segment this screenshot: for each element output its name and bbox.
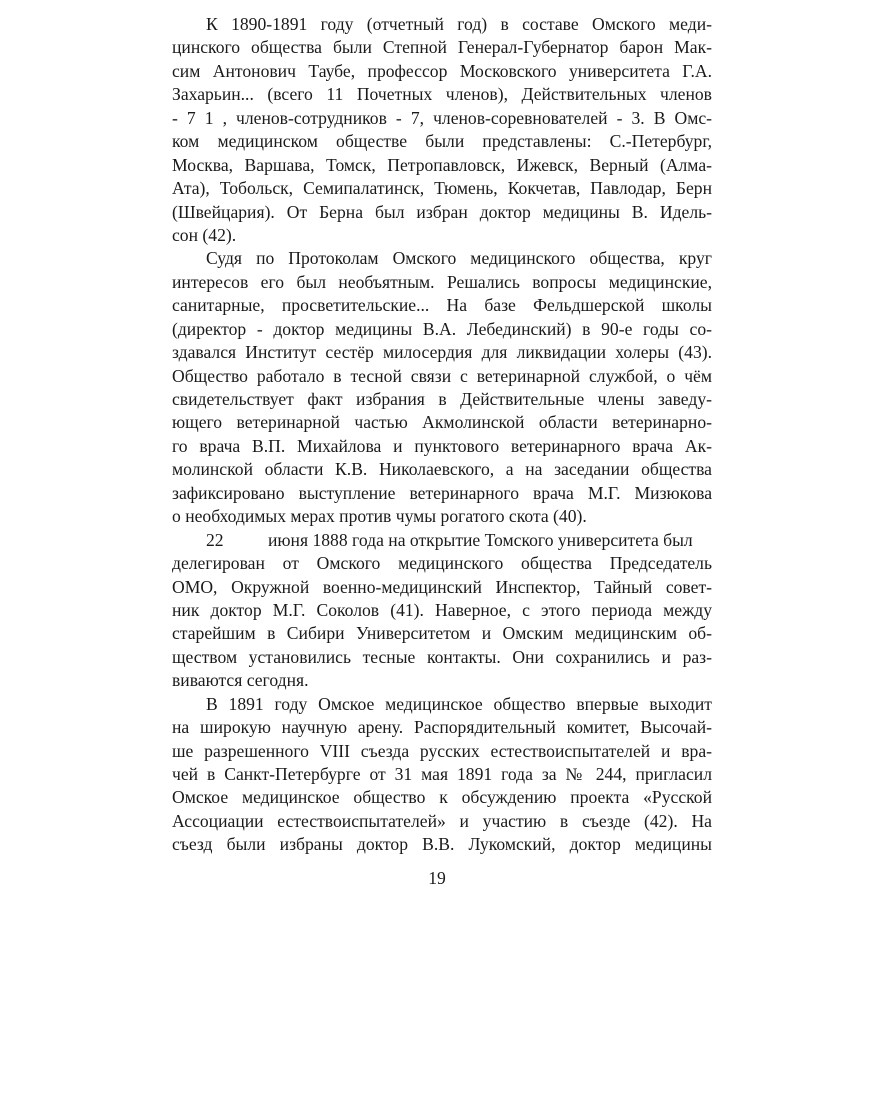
date-day: 22 — [206, 529, 224, 550]
paragraph-3 — [172, 529, 712, 693]
text-line: ОМО, Окружной военно-медицинский Инспектор, Тайный совет- — [172, 576, 712, 597]
body-text — [172, 13, 712, 857]
text-line: на широкую научную арену. Распорядительный комитет, Высочай- — [172, 717, 712, 738]
text-line: В 1891 году Омское медицинское общество впервые выходит — [206, 693, 712, 714]
page-number: 19 — [428, 868, 446, 888]
text-line: (Швейцария). От Берна был избран доктор медицины В. Идель- — [172, 201, 712, 222]
paragraph-4 — [172, 693, 712, 857]
text-line: Омское медицинское общество к обсуждению проекта «Русской — [172, 787, 712, 808]
text-line: сон (42). — [172, 224, 237, 245]
text-line: ющего ветеринарной частью Акмолинской области ветеринарно- — [172, 412, 712, 433]
paragraph-2 — [172, 247, 712, 528]
text-line: го врача В.П. Михайлова и пунктового ветеринарного врача Ак- — [172, 435, 712, 456]
text-line: свидетельствует факт избрания в Действительные члены заведу- — [172, 389, 712, 409]
paragraph-1 — [172, 13, 712, 247]
text-line — [172, 529, 742, 552]
text-line: съезд были избраны доктор В.В. Лукомский, доктор медицины — [172, 834, 712, 855]
text-line: ществом установились тесные контакты. Они сохранились и раз- — [172, 646, 712, 667]
text-line: интересов его был необъятным. Решались вопросы медицинские, — [172, 271, 712, 292]
text-line: Захарьин... (всего 11 Почетных членов), Действительных членов — [172, 84, 712, 105]
text-line: санитарные, просветительские... На базе Фельдшерской школы — [172, 295, 712, 316]
text-line: делегирован от Омского медицинского общества Председатель — [172, 553, 712, 574]
text-line: старейшим в Сибири Университетом и Омским медицинским об- — [172, 623, 712, 644]
text-line: виваются сегодня. — [172, 670, 309, 691]
text-line: Москва, Варшава, Томск, Петропавловск, Ижевск, Верный (Алма- — [172, 154, 712, 175]
text-line: - 7 1 , членов-сотрудников - 7, членов-соревнователей - 3. В Омс- — [172, 107, 712, 128]
text-line: ком медицинском обществе были представлены: С.-Петербург, — [172, 131, 712, 152]
text-line: Судя по Протоколам Омского медицинского общества, круг — [206, 248, 712, 269]
text-line: здавался Институт сестёр милосердия для ликвидации холеры (43). — [172, 342, 712, 363]
text-line: Ата), Тобольск, Семипалатинск, Тюмень, Кокчетав, Павлодар, Берн — [172, 178, 712, 199]
text-line: цинского общества были Степной Генерал-Губернатор барон Мак- — [172, 37, 712, 58]
text-line: молинской области К.В. Николаевского, а на заседании общества — [172, 459, 712, 480]
text-line: Общество работало в тесной связи с ветеринарной службой, о чём — [172, 365, 712, 386]
text-line: Ассоциации естествоиспытателей» и участию в съезде (42). На — [172, 810, 712, 831]
text-line: ше разрешенного VIII съезда русских естествоиспытателей и вра- — [172, 740, 712, 761]
text-line: (директор - доктор медицины В.А. Лебединский) в 90-е годы со- — [172, 318, 712, 339]
text-line-rest: июня 1888 года на открытие Томского университета был — [268, 529, 693, 550]
text-line: о необходимых мерах против чумы рогатого скота (40). — [172, 506, 587, 527]
text-line: ник доктор М.Г. Соколов (41). Наверное, с этого периода между — [172, 599, 712, 620]
text-line: К 1890-1891 году (отчетный год) в составе Омского меди- — [206, 14, 712, 34]
text-line: сим Антонович Таубе, профессор Московского университета Г.А. — [172, 60, 712, 81]
text-line: зафиксировано выступление ветеринарного врача М.Г. Мизюкова — [172, 482, 712, 503]
text-line: чей в Санкт-Петербурге от 31 мая 1891 года за № 244, пригласил — [172, 764, 712, 784]
